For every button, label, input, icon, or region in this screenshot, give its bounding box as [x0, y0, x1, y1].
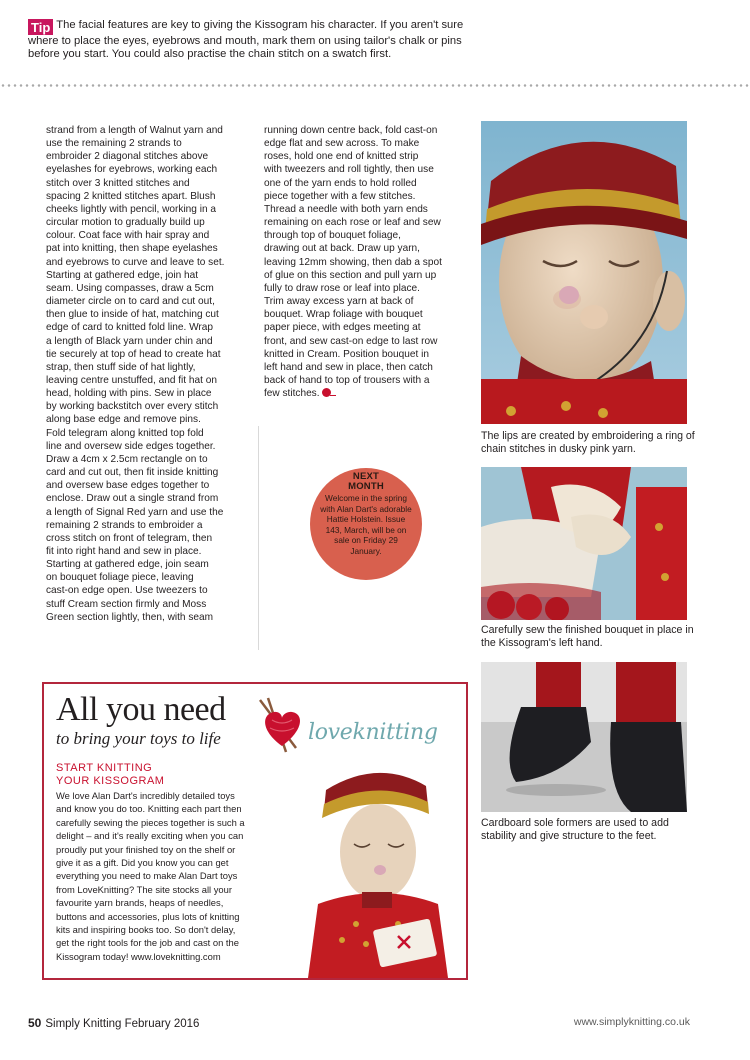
page-number: 50 [28, 1016, 42, 1030]
tip-label: Tip [28, 19, 53, 35]
magazine-issue: Simply Knitting February 2016 [45, 1018, 200, 1030]
next-month-title-1: NEXT [352, 471, 380, 482]
photo-bouquet [481, 467, 687, 620]
column-rule [258, 426, 259, 650]
tip-box [28, 19, 468, 62]
photo-face-illustration [481, 121, 687, 424]
photo-bouquet-illustration [481, 467, 687, 620]
body-column-middle [264, 124, 469, 400]
all-you-need-box [42, 682, 468, 980]
box-heading-line-2: YOUR KISSOGRAM [56, 774, 165, 787]
tip-text: The facial features are key to giving the Kissogram his character. If you aren't sure where to place the eyes, eyebrows and mouth, mark them on using tailor's chalk or pins before you start. You could also practise the chain stitch on a swatch first. [28, 19, 464, 61]
caption-photo-3: Cardboard sole formers are used to add stability and give structure to the feet. [481, 817, 669, 843]
box-heading [56, 762, 164, 787]
photo-kissogram-face [481, 121, 687, 424]
box-title: All you need [56, 691, 226, 728]
next-month-title-2: MONTH [348, 481, 384, 492]
footer-url: www.simplyknitting.co.uk [573, 1016, 690, 1028]
box-body-text: We love Alan Dart's incredibly detailed toys and know you do too. Knitting each part then carefully sewing the pieces together is such a delight – and it's really exciting when you can proudly put your finished toy on the shelf or give it as a gift. Did you know you can get everything you need to make Alan Dart toys from LoveKnitting? The site stocks all your favourite yarn brands, heaps of needles, buttons and accessories, plus lots of knitting kits and inspiring books too. So don't delay, get the right tools for the job and cast on the Kissogram today! www.loveknitting.com [56, 790, 245, 962]
body-column-middle-text: running down centre back, fold cast-on edge flat and sew across. To make roses, hold one end of knitted strip with tweezers and roll tightly, then use one of the yarn ends to hold rolled piece together with a few stitches. Thread a needle with both yarn ends remaining on each rose or leaf and sew through top of bouquet foliage, drawing out at back. Draw up yarn, leaving 12mm showing, then dab a spot of glue on this section and pull yarn up fully to draw rose or leaf into place. Trim away excess yarn at back of bouquet. Wrap foliage with bouquet paper piece, with edges meeting at front, and sew cast-on edge to last row knitted in Cream. Position bouquet in left hand and sew in place, then catch back of hand to top of trousers with a few stitches. [264, 125, 442, 400]
yarn-ball-end-icon [322, 388, 336, 397]
loveknitting-wordmark: loveknitting [308, 720, 438, 745]
caption-photo-1: The lips are created by embroidering a ring of chain stitches in dusky pink yarn. [481, 430, 695, 456]
caption-photo-2: Carefully sew the finished bouquet in place in the Kissogram's left hand. [481, 624, 694, 650]
dotted-divider [0, 84, 750, 87]
next-month-badge [310, 468, 422, 580]
photo-feet [481, 662, 687, 812]
loveknitting-logo [256, 696, 446, 756]
box-heading-line-1: START KNITTING [56, 762, 153, 774]
yarn-heart-icon [256, 696, 308, 756]
footer-left [28, 1016, 199, 1030]
kissogram-toy-illustration [298, 764, 468, 978]
body-column-left: strand from a length of Walnut yarn and use the remaining 2 strands to embroider 2 diagonal stitches above eyelashes for eyebrows, working each stitch over 3 knitted stitches and spacing 2 knitted stitches apart. Blush cheeks lightly with pencil, working in a circular motion to gradually build up colour. Coat face with hair spray and pat into knitting, then shape eyelashes and eyebrows to curve and leave to set. Starting at gathered edge, join hat seam. Using compasses, draw a 5cm diameter circle on to card and cut out, then glue to inside of hat, matching cut edge of card to knitted fold line. Wrap a length of Black yarn under chin and tie securely at top of head to create hat strap, then stuff side of hat lightly, leaving centre unstuffed, and fit hat on head, holding with pins. Sew in place by working backstitch over every stitch along base edge and remove pins. Fold telegram along knitted top fold line and oversew side edges together. Draw a 4cm x 2.5cm rectangle on to card and cut out, then fit inside knitting and oversew base edges together to enclose. Draw out a single strand from a length of Signal Red yarn and use the remaining 2 strands to embroider a cross stitch on front of telegram, then fit into right hand and sew in place. Starting at gathered edge, join seam on bouquet foliage piece, leaving cast-on edge open. Use tweezers to stuff Cream section firmly and Moss Green section lightly, then, with seam [46, 125, 225, 623]
next-month-text: Welcome in the spring with Alan Dart's adorable Hattie Holstein. Issue 143, March, will be on sale on Friday 29 January. [320, 493, 412, 556]
box-subtitle: to bring your toys to life [56, 729, 221, 748]
photo-feet-illustration [481, 662, 687, 812]
